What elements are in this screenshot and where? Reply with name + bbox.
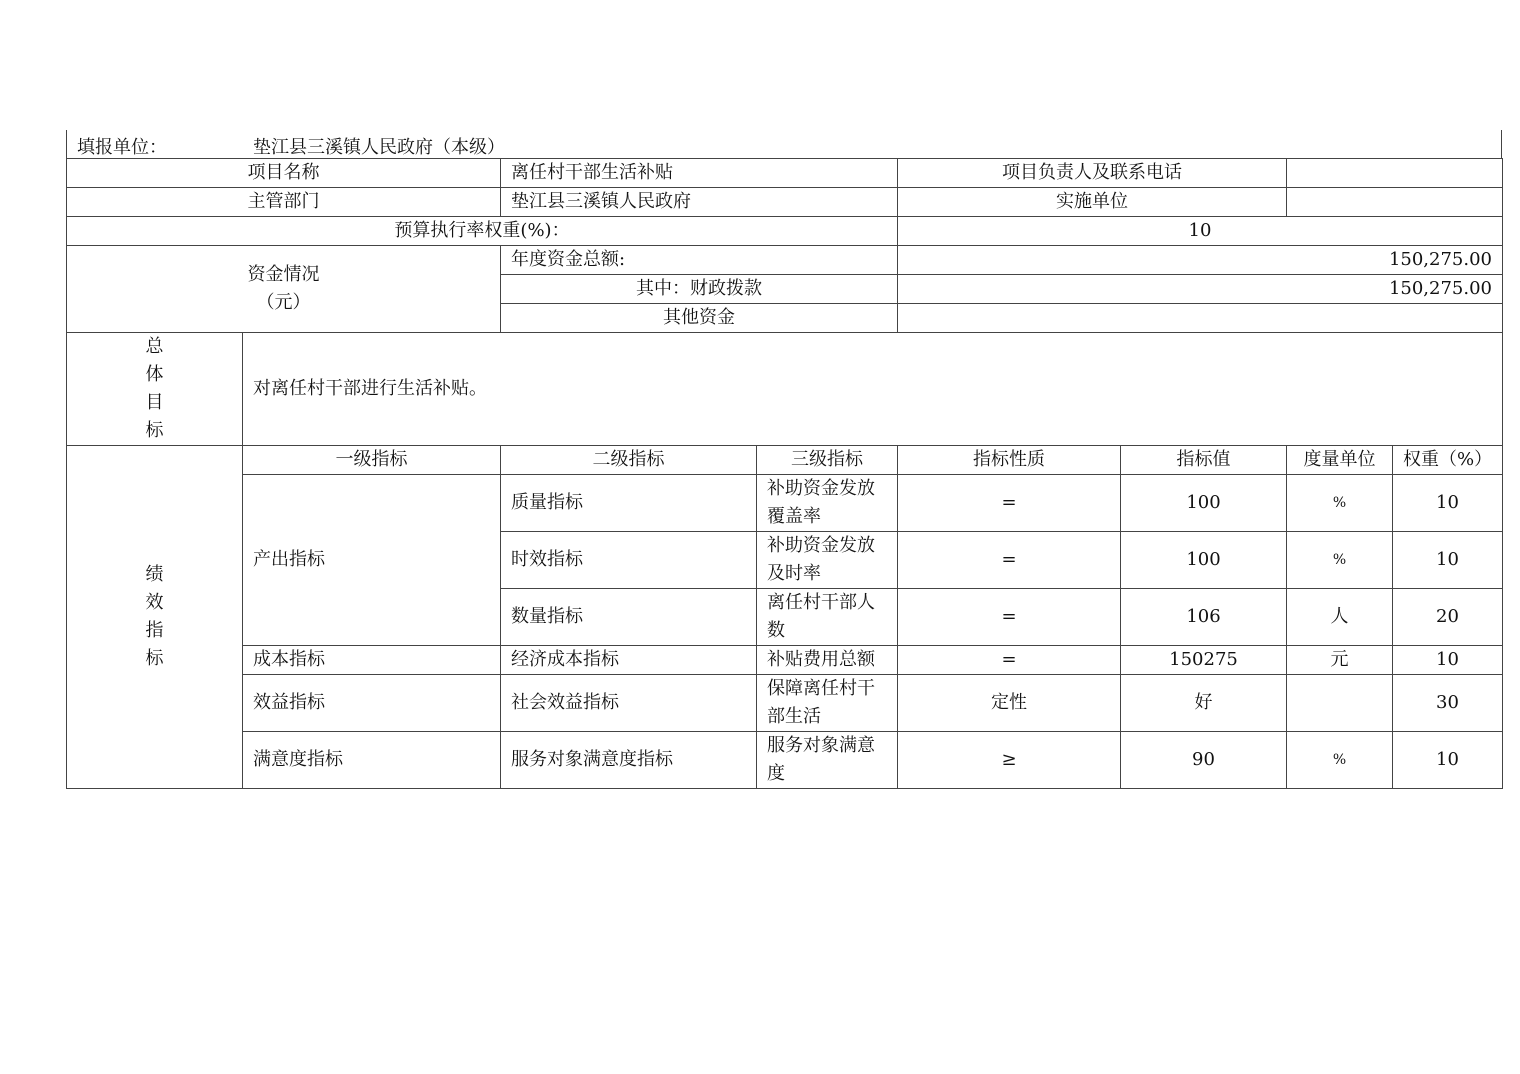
goal-label-char: 体: [145, 364, 164, 385]
budget-rate-label: 预算执行率权重(%)：: [67, 217, 898, 246]
project-name-value: 离任村干部生活补贴: [501, 159, 898, 188]
funds-annual-label: 年度资金总额:: [501, 246, 898, 275]
fill-unit-line: [66, 130, 1502, 158]
weight-cell: 10: [1393, 646, 1503, 675]
weight-cell: 20: [1393, 589, 1503, 646]
indicator-header-row: [67, 446, 1503, 475]
goal-text: 对离任村干部进行生活补贴。: [243, 333, 1503, 446]
project-owner-value: [1287, 159, 1503, 188]
nature-cell: =: [898, 475, 1121, 532]
project-name-label: 项目名称: [67, 159, 501, 188]
indicator-row: [67, 646, 1503, 675]
header-unit: 度量单位: [1287, 446, 1393, 475]
goal-label-char: 目: [145, 392, 164, 413]
level1-cell: 满意度指标: [243, 732, 501, 789]
fill-unit-value: 垫江县三溪镇人民政府（本级）: [253, 137, 505, 158]
weight-cell: 10: [1393, 475, 1503, 532]
level3-cell: 补助资金发放覆盖率: [757, 475, 898, 532]
level3-cell: 补贴费用总额: [757, 646, 898, 675]
project-owner-label: 项目负责人及联系电话: [898, 159, 1287, 188]
header-level1: 一级指标: [243, 446, 501, 475]
level3-cell: 服务对象满意度: [757, 732, 898, 789]
funds-annual-row: [67, 246, 1503, 275]
budget-rate-value: 10: [898, 217, 1503, 246]
performance-label-char: 效: [145, 592, 164, 613]
performance-label-char: 标: [145, 648, 164, 669]
level3-cell: 离任村干部人数: [757, 589, 898, 646]
level2-cell: 经济成本指标: [501, 646, 757, 675]
level2-cell: 服务对象满意度指标: [501, 732, 757, 789]
indicator-row: [67, 732, 1503, 789]
nature-cell: =: [898, 589, 1121, 646]
nature-cell: =: [898, 532, 1121, 589]
funds-label-line2: （元）: [256, 292, 311, 313]
goal-row: [67, 333, 1503, 446]
value-cell: 100: [1121, 532, 1287, 589]
indicator-row: [67, 475, 1503, 532]
funds-other-value: [898, 304, 1503, 333]
funds-label-line1: 资金情况: [247, 264, 320, 285]
header-weight: 权重（%）: [1393, 446, 1503, 475]
level1-cell: 效益指标: [243, 675, 501, 732]
level2-cell: 社会效益指标: [501, 675, 757, 732]
level2-cell: 质量指标: [501, 475, 757, 532]
goal-label: [67, 333, 243, 446]
fill-unit-label: 填报单位：: [77, 137, 167, 158]
value-cell: 100: [1121, 475, 1287, 532]
impl-label: 实施单位: [898, 188, 1287, 217]
unit-cell: [1287, 675, 1393, 732]
weight-cell: 10: [1393, 532, 1503, 589]
nature-cell: =: [898, 646, 1121, 675]
level2-cell: 数量指标: [501, 589, 757, 646]
impl-value: [1287, 188, 1503, 217]
performance-label: [67, 446, 243, 789]
performance-table: [66, 158, 1503, 789]
value-cell: 90: [1121, 732, 1287, 789]
funds-fiscal-value: 150,275.00: [898, 275, 1503, 304]
performance-label-char: 指: [145, 620, 164, 641]
header-value: 指标值: [1121, 446, 1287, 475]
funds-fiscal-label: 其中：财政拨款: [501, 275, 898, 304]
header-level2: 二级指标: [501, 446, 757, 475]
funds-annual-value: 150,275.00: [898, 246, 1503, 275]
level2-cell: 时效指标: [501, 532, 757, 589]
weight-cell: 30: [1393, 675, 1503, 732]
indicator-row: [67, 675, 1503, 732]
level3-cell: 保障离任村干部生活: [757, 675, 898, 732]
unit-cell: %: [1287, 732, 1393, 789]
unit-cell: 人: [1287, 589, 1393, 646]
value-cell: 150275: [1121, 646, 1287, 675]
weight-cell: 10: [1393, 732, 1503, 789]
header-level3: 三级指标: [757, 446, 898, 475]
dept-row: [67, 188, 1503, 217]
nature-cell: 定性: [898, 675, 1121, 732]
value-cell: 106: [1121, 589, 1287, 646]
nature-cell: ≥: [898, 732, 1121, 789]
level1-cell: 成本指标: [243, 646, 501, 675]
project-name-row: [67, 159, 1503, 188]
dept-value: 垫江县三溪镇人民政府: [501, 188, 898, 217]
unit-cell: %: [1287, 475, 1393, 532]
goal-label-char: 总: [145, 336, 164, 357]
value-cell: 好: [1121, 675, 1287, 732]
budget-rate-row: [67, 217, 1503, 246]
funds-other-label: 其他资金: [501, 304, 898, 333]
performance-label-char: 绩: [145, 564, 164, 585]
header-nature: 指标性质: [898, 446, 1121, 475]
unit-cell: 元: [1287, 646, 1393, 675]
funds-label: [67, 246, 501, 333]
level3-cell: 补助资金发放及时率: [757, 532, 898, 589]
dept-label: 主管部门: [67, 188, 501, 217]
output-indicator-label: 产出指标: [243, 475, 501, 646]
unit-cell: %: [1287, 532, 1393, 589]
goal-label-char: 标: [145, 420, 164, 441]
